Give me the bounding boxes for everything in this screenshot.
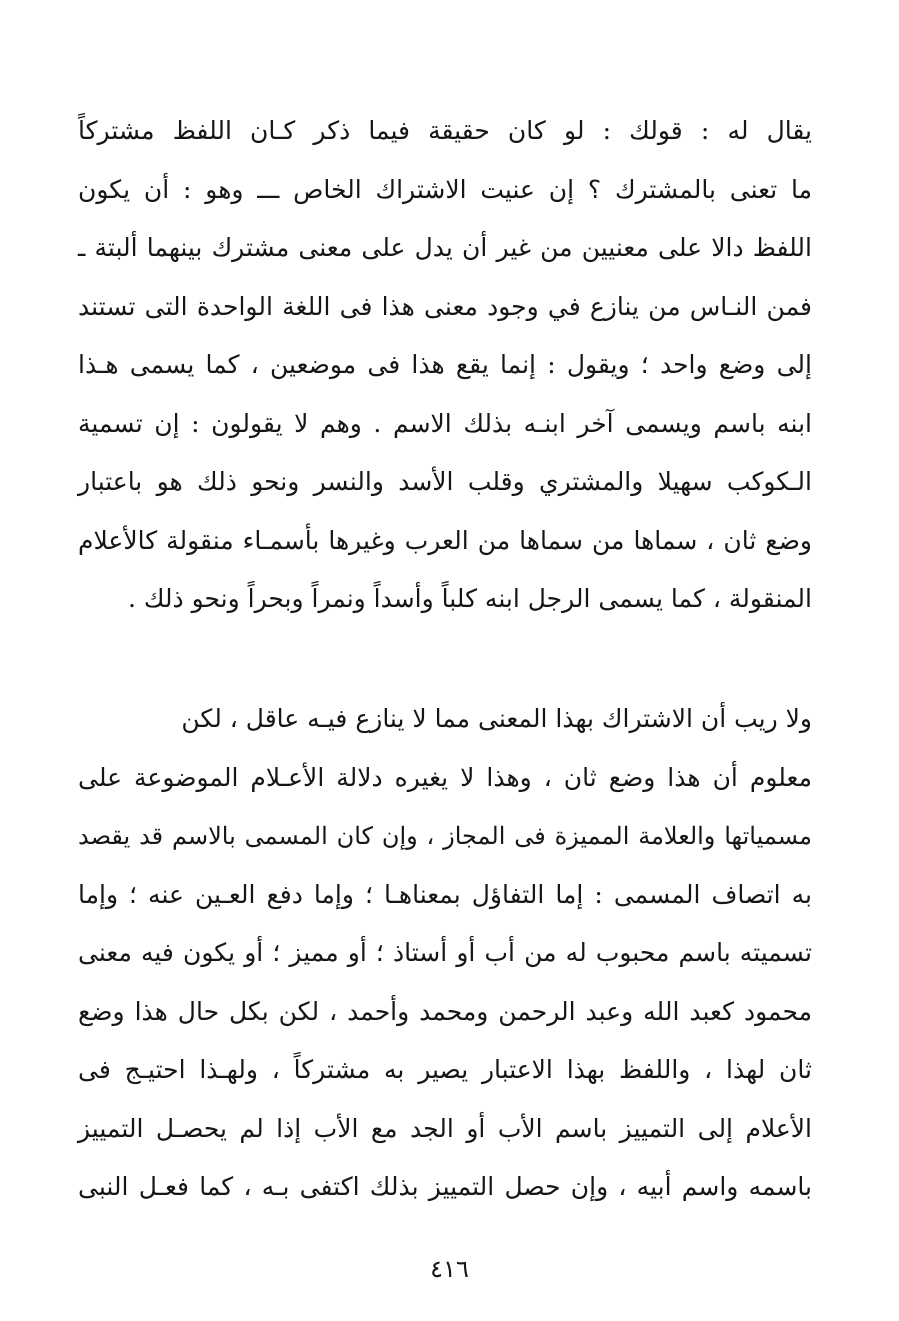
text-line: المنقولة ، كما يسمى الرجل ابنه كلباً وأسداً ونمراً وبحراً ونحو ذلك . [127,584,812,613]
text-line: محمود كعبد الله وعبد الرحمن ومحمد وأحمد ، لكن بكل حال هذا وضع [78,996,812,1026]
text-line: تسميته باسم محبوب له من أب أو أستاذ ؛ أو مميز ؛ أو يكون فيه معنى [78,938,812,967]
text-line: فمن النـاس من ينازع في وجود معنى هذا فى اللغة الواحدة التى تستند [78,291,812,321]
text-line: به اتصاف المسمى : إما التفاؤل بمعناهـا ؛ وإما دفع العـين عنه ؛ وإما [78,879,812,909]
text-line: ابنه باسم ويسمى آخر ابنـه بذلك الاسم . وهم لا يقولون : إن تسمية [78,408,812,438]
text-line: ولا ريب أن الاشتراك بهذا المعنى مما لا ينازع فيـه عاقل ، لكن [181,704,812,733]
text-line: وضع ثان ، سماها من سماها من العرب وغيرها بأسمـاء منقولة كالأعلام [78,525,812,555]
paragraph-1 [78,102,812,629]
text-line: الـكوكب سهيلا والمشتري وقلب الأسد والنسر ونحو ذلك هو باعتبار [78,467,812,496]
text-line: معلوم أن هذا وضع ثان ، وهذا لا يغيره دلالة الأعـلام الموضوعة على [78,762,812,792]
text-line: مسمياتها والعلامة المميزة فى المجاز ، وإن كان المسمى بالاسم قد يقصد [78,822,812,850]
text-line: باسمه واسم أبيه ، وإن حصل التمييز بذلك اكتفى بـه ، كما فعـل النبى [78,1172,812,1201]
text-line: اللفظ دالا على معنيين من غير أن يدل على معنى مشترك بينهما ألبتة ـ [78,233,812,262]
page-number: ٤١٦ [430,1255,469,1283]
text-line: يقال له : قولك : لو كان حقيقة فيما ذكر كـان اللفظ مشتركاً [78,116,812,145]
text-line: إلى وضع واحد ؛ ويقول : إنما يقع هذا فى موضعين ، كما يسمى هـذا [78,350,812,379]
text-line: ما تعنى بالمشترك ؟ إن عنيت الاشتراك الخاص ـــ وهو : أن يكون [78,174,812,204]
paragraph-2 [78,690,812,1217]
text-line: ثان لهذا ، واللفظ بهذا الاعتبار يصير به مشتركاً ، ولهـذا احتيـج فى [78,1055,812,1084]
text-line: الأعلام إلى التمييز باسم الأب أو الجد مع الأب إذا لم يحصـل التمييز [78,1113,812,1143]
